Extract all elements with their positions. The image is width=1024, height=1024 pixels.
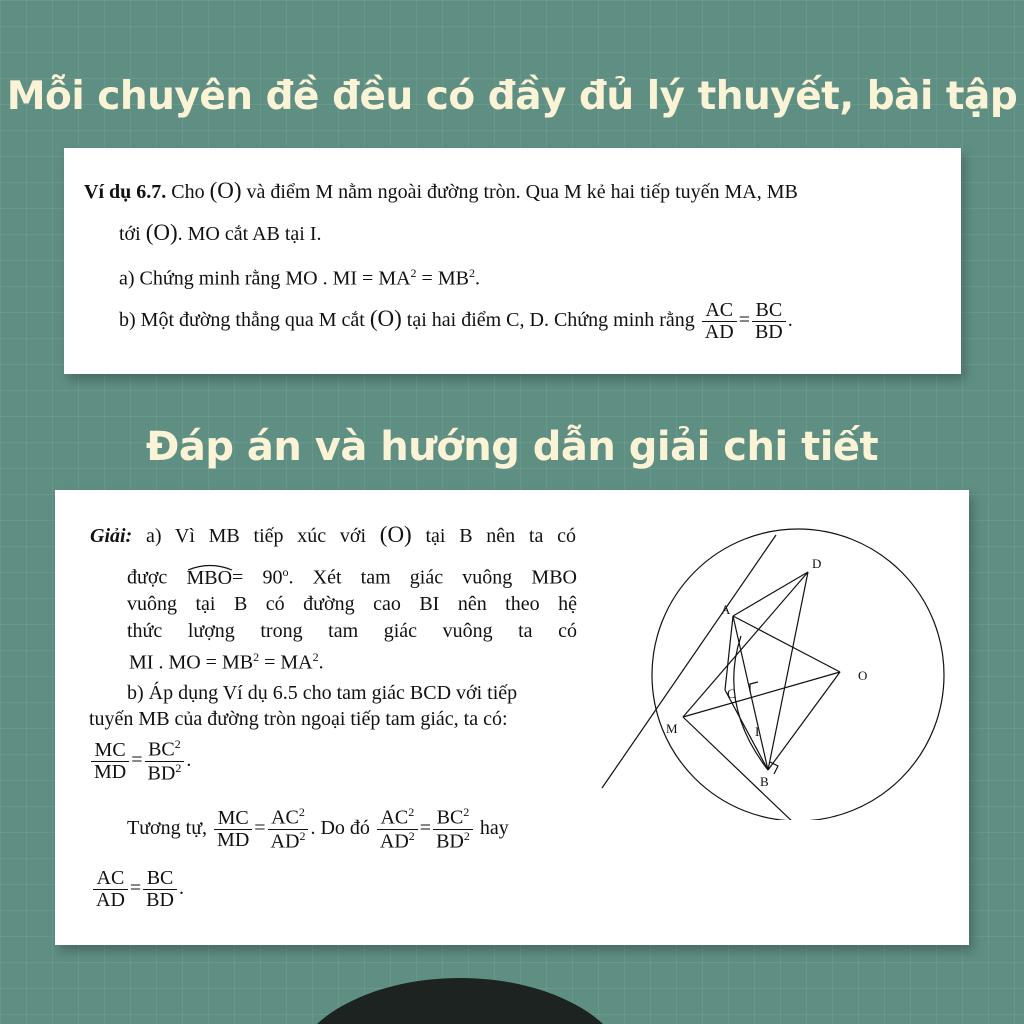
text: Tương tự, [127, 816, 208, 839]
text: = MB [416, 267, 469, 290]
sol-line-9 [127, 806, 509, 852]
period: . [787, 309, 793, 332]
num: BC [143, 868, 177, 890]
exp: 2 [463, 805, 470, 819]
exp: 2 [410, 266, 417, 280]
text: . Do đó [310, 816, 370, 839]
exp: 2 [463, 828, 470, 843]
den: AD [379, 830, 409, 853]
line-bd [768, 572, 808, 770]
fraction-bc2-bd2 [145, 738, 185, 784]
exp: 2 [312, 650, 319, 664]
exp: 2 [298, 805, 305, 819]
text: b) Một đường thẳng qua M cắt [119, 309, 365, 332]
fraction-ac2-ad2 [268, 806, 309, 852]
line-ao [733, 616, 840, 672]
equals: = [131, 748, 143, 771]
den: BD [147, 762, 176, 785]
problem-card [64, 148, 961, 374]
person-hair [290, 978, 630, 1024]
geometry-diagram [590, 520, 950, 820]
circle-o [652, 529, 944, 820]
fraction-mc-md [91, 740, 129, 783]
sol-line-1 [90, 522, 576, 548]
den: AD [704, 321, 734, 343]
angle-mbo [186, 567, 232, 590]
sol-line-3: vuông tại B có đường cao BI nên theo hệ [127, 593, 577, 615]
sol-line-2 [127, 565, 577, 590]
exp: 2 [174, 737, 181, 751]
num: MC [214, 808, 252, 830]
line-ad [733, 572, 808, 616]
den: MD [94, 760, 127, 783]
equals: = [254, 816, 266, 839]
label-c: C [727, 686, 736, 701]
sol-line-6: b) Áp dụng Ví dụ 6.5 cho tam giác BCD với tiếp [127, 682, 518, 704]
text: a) Chứng minh rằng MO . MI = MA [119, 267, 411, 290]
fraction-bc-bd [143, 868, 177, 911]
label-i: I [755, 724, 760, 739]
exp: 2 [468, 266, 475, 280]
sol-line-5 [129, 650, 324, 675]
line-mo [683, 672, 840, 717]
problem-part-b [119, 300, 793, 343]
sol-line-8 [89, 738, 191, 784]
num: AC [380, 806, 409, 829]
fraction-ac2-ad2 [377, 806, 418, 852]
label-a: A [721, 602, 731, 617]
num: AC [702, 300, 737, 322]
num: AC [93, 868, 128, 890]
text: = MA [259, 651, 313, 674]
den: BD [436, 830, 464, 853]
text: và điểm M nằm ngoài đường tròn. Qua M kẻ hai tiếp tuyến MA, MB [246, 181, 798, 203]
circle-o: (O) [145, 220, 178, 245]
text: tại hai điểm C, D. Chứng minh rằng [406, 309, 695, 332]
equals: = [129, 877, 142, 900]
period: . [186, 748, 192, 771]
sol-line-4: thức lượng trong tam giác vuông ta có [127, 620, 577, 642]
problem-part-a [119, 266, 480, 291]
text: MBO [186, 566, 233, 589]
problem-line-1 [84, 178, 798, 204]
den: BD [146, 889, 174, 911]
exp: 2 [253, 650, 260, 664]
tangent-mb [683, 717, 820, 820]
circle-o: (O) [209, 178, 242, 203]
exp: 2 [408, 805, 415, 819]
line-ac [725, 616, 733, 690]
text: . Xét tam giác vuông MBO [288, 566, 577, 589]
right-angle-i [750, 682, 758, 692]
num: AC [271, 806, 299, 829]
circle-o: (O) [379, 522, 412, 547]
fraction-bc-bd [752, 300, 786, 343]
line-bo [768, 672, 840, 770]
tangent-ma [602, 535, 776, 788]
num: BC [436, 806, 464, 829]
fraction-ac-ad [702, 300, 737, 343]
den: BD [754, 321, 783, 343]
num: MC [91, 740, 129, 762]
den: AD [270, 830, 300, 853]
den: AD [96, 889, 125, 911]
text: tại B nên ta có [425, 525, 576, 547]
equals: = [738, 309, 750, 332]
text: tới [119, 223, 141, 245]
equals: = [419, 816, 432, 839]
fraction-ac-ad [93, 868, 128, 911]
right-angle-b [770, 762, 778, 774]
exp: 2 [175, 760, 182, 775]
degree: o [282, 565, 289, 579]
text: Cho [171, 181, 205, 203]
sol-line-7: tuyến MB của đường tròn ngoại tiếp tam giác, ta có: [89, 708, 508, 730]
text: hay [479, 816, 509, 839]
heading-solution: Đáp án và hướng dẫn giải chi tiết [145, 424, 879, 470]
num: BC [752, 300, 786, 322]
hat-arc [186, 561, 234, 571]
label-d: D [812, 556, 822, 571]
sol-line-10 [91, 868, 184, 911]
line-cb [725, 690, 768, 770]
text: . MO cắt AB tại I. [177, 223, 322, 245]
exp: 2 [408, 828, 415, 843]
text: MI . MO = MB [129, 651, 254, 674]
exp: 2 [299, 828, 306, 843]
text: . [318, 651, 324, 674]
solution-card [55, 490, 969, 945]
fraction-mc-md [214, 808, 252, 851]
num: BC [148, 738, 175, 761]
line-md [683, 572, 808, 717]
period: . [178, 877, 184, 900]
fraction-bc2-bd2 [433, 806, 473, 852]
text: được [127, 566, 168, 589]
text: a) Vì MB tiếp xúc với [145, 525, 367, 547]
label-b: B [760, 774, 769, 789]
solution-label: Giải: [90, 525, 133, 547]
problem-label: Ví dụ 6.7. [84, 181, 167, 203]
heading-theory: Mỗi chuyên đề đều có đầy đủ lý thuyết, bài tập [6, 74, 1018, 119]
text: = 90 [232, 566, 283, 589]
circle-o: (O) [369, 306, 402, 332]
den: MD [217, 828, 250, 851]
label-m: M [666, 721, 678, 736]
text: . [474, 267, 480, 290]
problem-line-2 [119, 220, 322, 246]
label-o: O [858, 668, 868, 683]
